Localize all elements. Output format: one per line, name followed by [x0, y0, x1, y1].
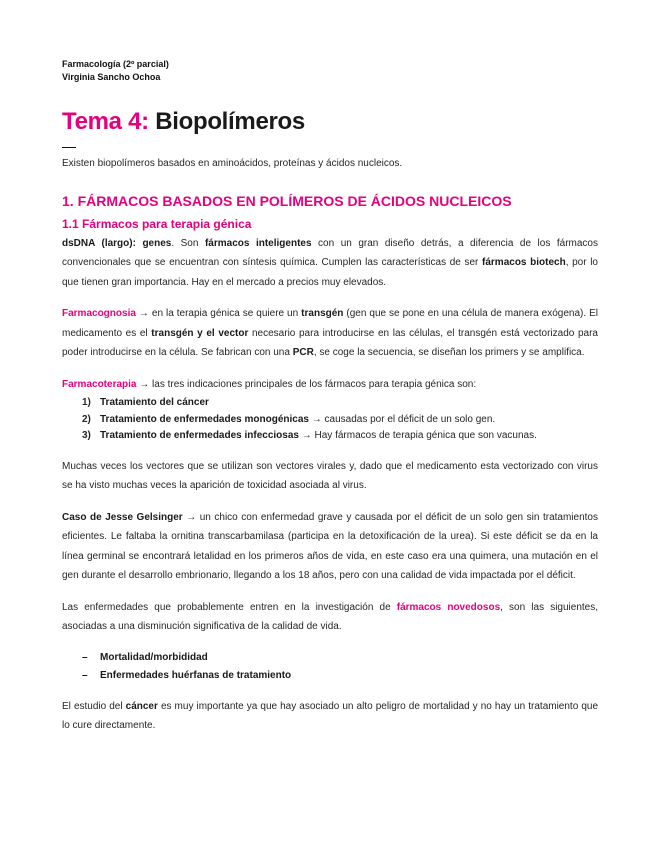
- keyword-farmacoterapia: Farmacoterapia: [62, 378, 137, 390]
- text: → un chico con enfermedad grave y causada por el déficit de un solo gen sin tratamientos eficientes. Le faltaba la ornitina transcarbamilasa (participa en la detoxificación de la urea). Si este déficit se da en la línea germinal se encontrará letalidad en los primeros años de vida, en este caso era una quimera, una mutación en el gen durante el desarrollo embrionario, llegando a los 18 años, pero con una calidad de vida impactada por el déficit.: [62, 511, 598, 581]
- list-item: [62, 649, 598, 667]
- list-item: [62, 428, 598, 445]
- text: El estudio del: [62, 700, 126, 712]
- text: Las enfermedades que probablemente entren en la investigación de: [62, 601, 397, 613]
- keyword-farmacognosia: Farmacognosia: [62, 308, 136, 319]
- keyword-novel-drugs: fármacos novedosos: [396, 601, 501, 613]
- section-heading: 1. FÁRMACOS BASADOS EN POLÍMEROS DE ÁCIDOS NUCLEICOS: [62, 192, 512, 209]
- list-dash: –: [82, 669, 88, 681]
- term-smart-drugs: fármacos inteligentes: [204, 237, 312, 249]
- paragraph-cancer: [62, 697, 598, 736]
- page-title: [62, 107, 598, 137]
- course-name: Farmacología (2º parcial): [62, 59, 169, 69]
- intro-paragraph: Existen biopolímeros basados en aminoácidos, proteínas y ácidos nucleicos.: [62, 158, 403, 169]
- author-name: Virginia Sancho Ochoa: [62, 72, 161, 82]
- term-pcr: PCR: [292, 347, 314, 358]
- text: con un gran diseño detrás, a diferencia de los fármacos convencionales que se encuentran con síntesis química. Cumplen las características de ser: [62, 237, 598, 268]
- text: → causadas por el déficit de un solo gen.: [308, 413, 496, 425]
- list-number: 1): [82, 397, 91, 408]
- term-cancer: cáncer: [125, 700, 158, 712]
- paragraph-jesse-gelsinger: [62, 508, 598, 586]
- paragraph-farmacognosia: [62, 304, 598, 363]
- paragraph-novel-drugs: [62, 598, 598, 637]
- diseases-list: [62, 649, 598, 685]
- title-number: Tema 4:: [62, 108, 149, 135]
- text: , por lo que tienen gran importancia. Hay en el mercado a precios muy elevados.: [62, 257, 598, 288]
- list-item-title: Enfermedades huérfanas de tratamiento: [100, 669, 292, 681]
- list-dash: –: [82, 651, 88, 663]
- list-number: 3): [82, 430, 91, 441]
- text: . Son: [171, 237, 205, 249]
- list-item: [62, 395, 598, 412]
- title-divider: [62, 147, 76, 148]
- list-number: 2): [82, 413, 91, 425]
- paragraph-vectors: Muchas veces los vectores que se utilizan son vectores virales y, dado que el medicamento esta vectorizado con virus se ha visto muchas veces la aparición de toxicidad asociada al virus.: [62, 460, 598, 491]
- running-header: [62, 58, 598, 84]
- text: → en la terapia génica se quiere un: [135, 308, 302, 319]
- list-item: [62, 667, 598, 685]
- paragraph-farmacoterapia: [62, 375, 598, 395]
- list-item-title: Tratamiento de enfermedades infecciosas: [100, 430, 299, 441]
- term-transgen: transgén: [301, 308, 344, 319]
- list-item-title: Mortalidad/morbididad: [100, 651, 208, 663]
- term-transgen-vector: transgén y el vector: [151, 327, 249, 339]
- list-item-title: Tratamiento del cáncer: [100, 397, 209, 408]
- text: (gen que se pone en una célula de manera exógena). El medicamento es el: [62, 308, 599, 339]
- list-item-title: Tratamiento de enfermedades monogénicas: [100, 413, 309, 425]
- text: → las tres indicaciones principales de los fármacos para terapia génica son:: [136, 378, 477, 390]
- text: necesario para introducirse en las células, el transgén está vectorizado para poder introducirse en la célula. Se fabrican con una: [62, 327, 598, 358]
- paragraph-dsdna: [62, 234, 598, 293]
- text: es muy importante ya que hay asociado un alto peligro de mortalidad y no hay un tratamiento que lo cure directamente.: [62, 700, 599, 731]
- text: → Hay fármacos de terapia génica que son vacunas.: [298, 430, 537, 441]
- term-biotech: fármacos biotech: [482, 257, 566, 268]
- text: , son las siguientes, asociadas a una disminución significativa de la calidad de vida.: [62, 601, 598, 632]
- list-item: [62, 412, 598, 429]
- subsection-heading: 1.1 Fármacos para terapia génica: [62, 216, 252, 231]
- title-name: Biopolímeros: [155, 108, 305, 135]
- text: , se coge la secuencia, se diseñan los primers y se amplifica.: [313, 347, 585, 358]
- indications-list: [62, 395, 598, 445]
- term-jesse-gelsinger: Caso de Jesse Gelsinger: [62, 511, 183, 523]
- term-dsdna: dsDNA (largo): genes: [62, 237, 172, 249]
